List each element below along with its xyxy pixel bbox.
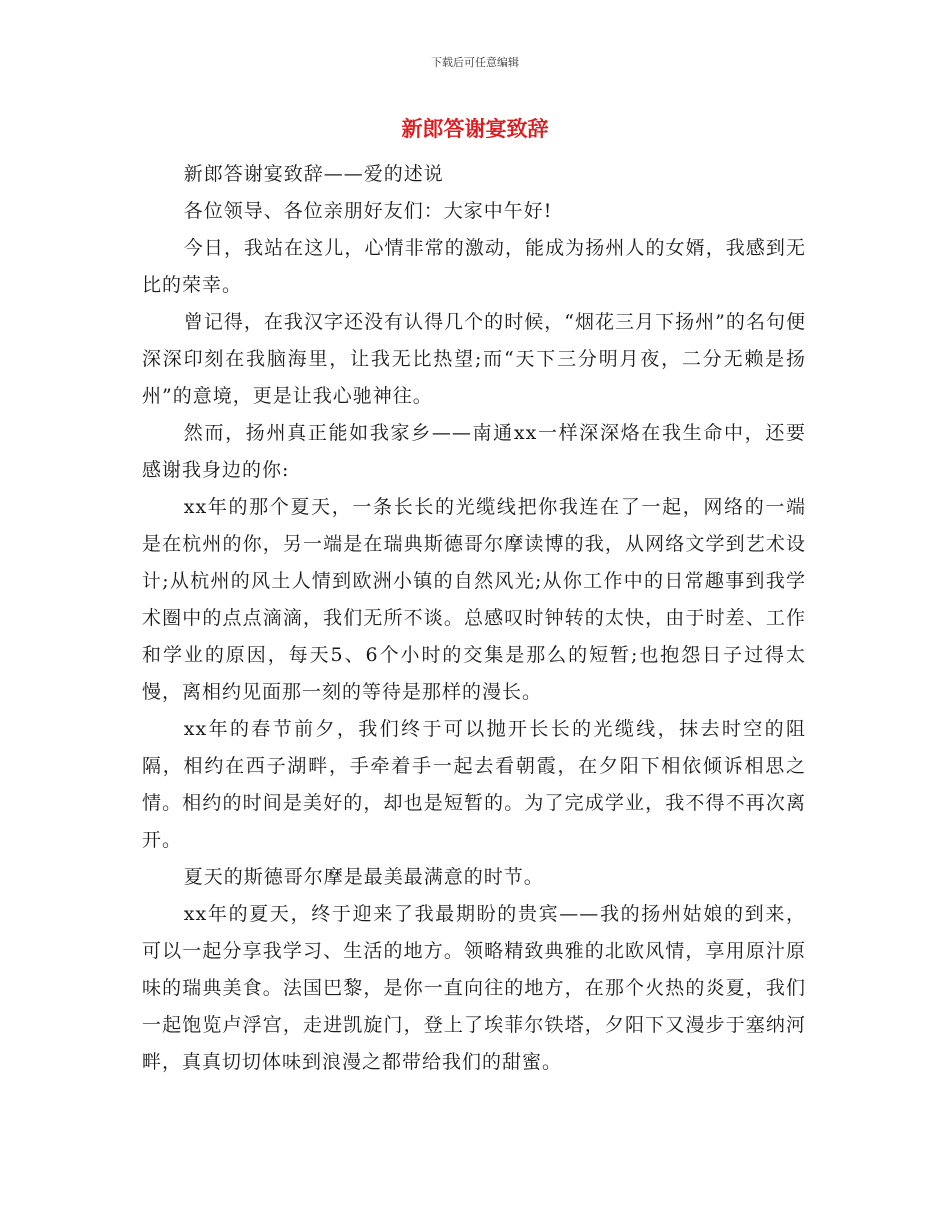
paragraph-subtitle: 新郎答谢宴致辞——爱的述说 <box>183 163 444 185</box>
paragraph-greeting: 各位领导、各位亲朋好友们：大家中午好! <box>183 200 553 222</box>
paragraph: 夏天的斯德哥尔摩是最美最满意的时节。 <box>183 866 544 888</box>
document-body <box>142 156 806 1081</box>
document-title: 新郎答谢宴致辞 <box>401 117 549 141</box>
paragraph: 曾记得，在我汉字还没有认得几个的时候，“烟花三月下扬州”的名句便深深印刻在我脑海里，让我无比热望;而“天下三分明月夜，二分无赖是扬州”的意境，更是让我心驰神往。 <box>142 311 806 407</box>
paragraph: 今日，我站在这儿，心情非常的激动，能成为扬州人的女婿，我感到无比的荣幸。 <box>142 237 806 296</box>
header-note: 下载后可任意编辑 <box>431 56 519 69</box>
paragraph: xx年的夏天，终于迎来了我最期盼的贵宾——我的扬州姑娘的到来，可以一起分享我学习、生活的地方。领略精致典雅的北欧风情，享用原汁原味的瑞典美食。法国巴黎，是你一直向往的地方，在那个火热的炎夏，我们一起饱览卢浮宫，走进凯旋门，登上了埃菲尔铁塔，夕阳下又漫步于塞纳河畔，真真切切体味到浪漫之都带给我们的甜蜜。 <box>142 903 806 1073</box>
paragraph: xx年的春节前夕，我们终于可以抛开长长的光缆线，抹去时空的阻隔，相约在西子湖畔，手牵着手一起去看朝霞，在夕阳下相依倾诉相思之情。相约的时间是美好的，却也是短暂的。为了完成学业，我不得不再次离开。 <box>142 718 806 851</box>
paragraph: 然而，扬州真正能如我家乡——南通xx一样深深烙在我生命中，还要感谢我身边的你: <box>142 422 806 481</box>
paragraph: xx年的那个夏天，一条长长的光缆线把你我连在了一起，网络的一端是在杭州的你，另一端是在瑞典斯德哥尔摩读博的我，从网络文学到艺术设计;从杭州的风土人情到欧洲小镇的自然风光;从你工作中的日常趣事到我学术圈中的点点滴滴，我们无所不谈。总感叹时钟转的太快，由于时差、工作和学业的原因，每天5、6个小时的交集是那么的短暂;也抱怨日子过得太慢，离相约见面那一刻的等待是那样的漫长。 <box>142 496 806 703</box>
